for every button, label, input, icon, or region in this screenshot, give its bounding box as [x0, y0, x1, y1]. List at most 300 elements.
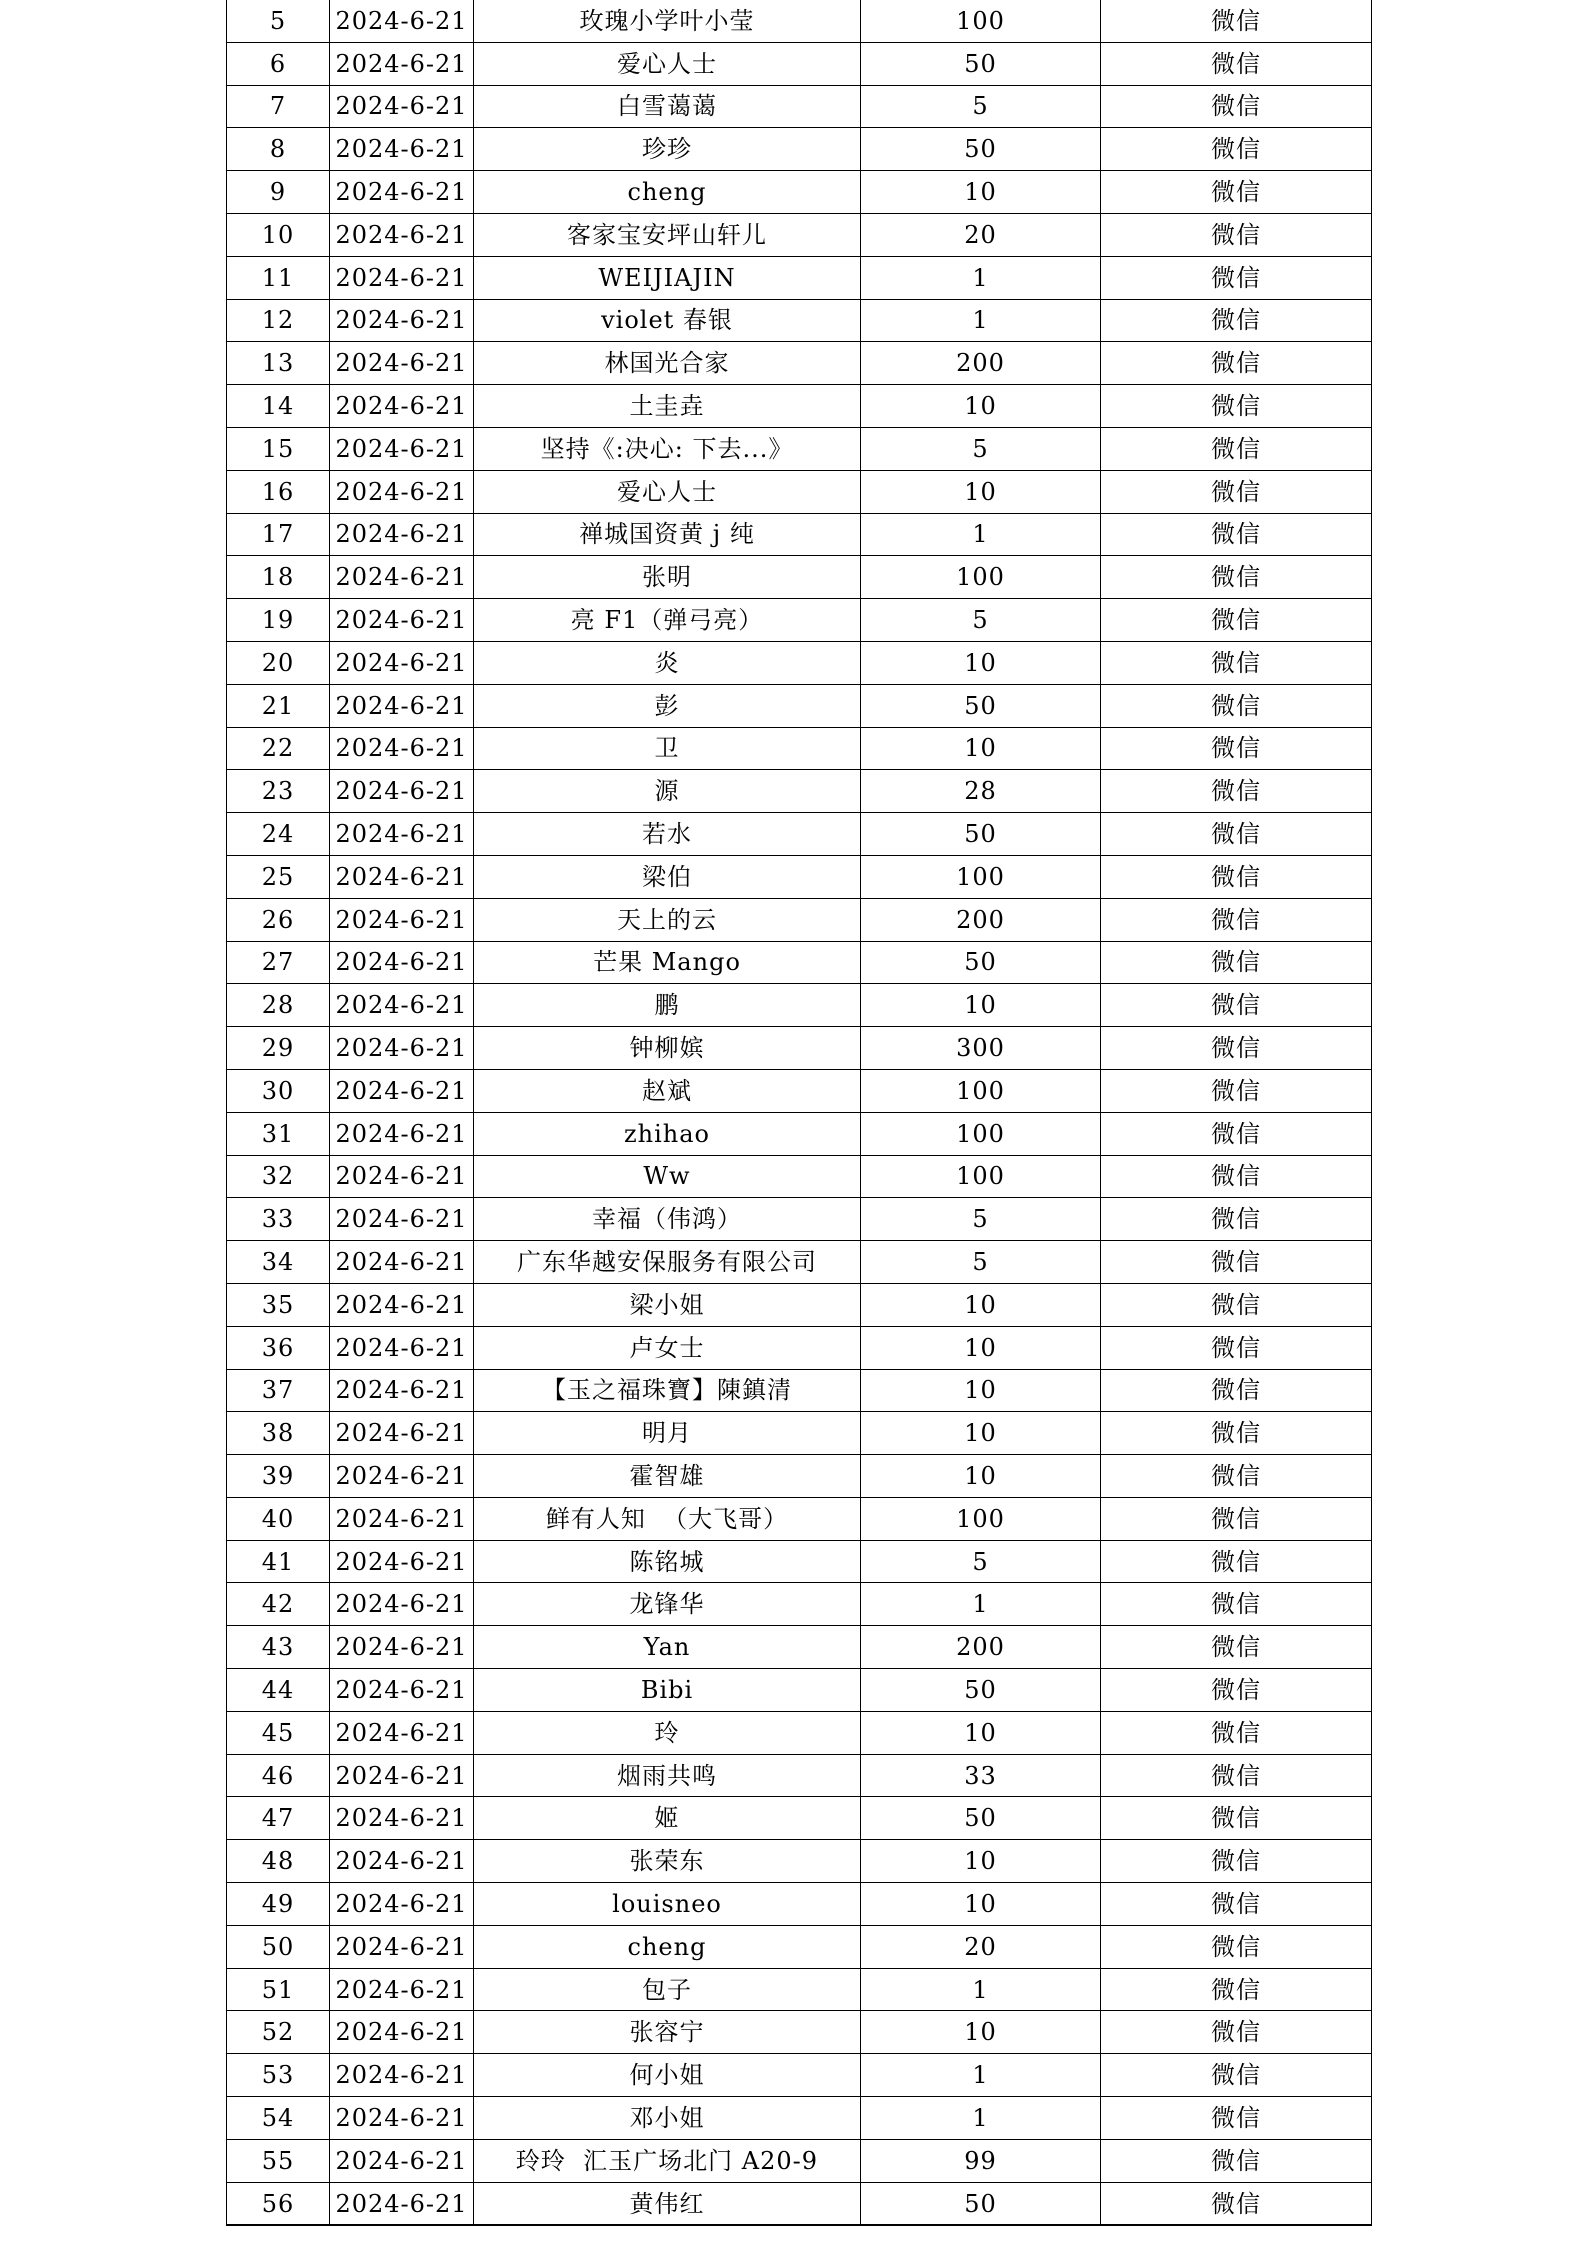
cell-payment-method: 微信 [1101, 1069, 1372, 1112]
cell-donor-name: 土圭垚 [474, 385, 861, 428]
cell-date: 2024-6-21 [330, 684, 474, 727]
cell-date: 2024-6-21 [330, 727, 474, 770]
table-row [227, 984, 1372, 1027]
cell-date: 2024-6-21 [330, 984, 474, 1027]
cell-date: 2024-6-21 [330, 1369, 474, 1412]
cell-date: 2024-6-21 [330, 1968, 474, 2011]
cell-date: 2024-6-21 [330, 1626, 474, 1669]
table-row [227, 256, 1372, 299]
cell-amount: 100 [861, 1112, 1101, 1155]
cell-date: 2024-6-21 [330, 513, 474, 556]
cell-payment-method: 微信 [1101, 1883, 1372, 1926]
cell-payment-method: 微信 [1101, 2054, 1372, 2097]
cell-serial-number: 11 [227, 256, 330, 299]
table-row [227, 1198, 1372, 1241]
cell-payment-method: 微信 [1101, 128, 1372, 171]
cell-payment-method: 微信 [1101, 42, 1372, 85]
cell-serial-number: 40 [227, 1497, 330, 1540]
cell-date: 2024-6-21 [330, 427, 474, 470]
cell-donor-name: 若水 [474, 813, 861, 856]
cell-date: 2024-6-21 [330, 1283, 474, 1326]
cell-amount: 10 [861, 2011, 1101, 2054]
cell-donor-name: 鲜有人知 （大飞哥） [474, 1497, 861, 1540]
cell-serial-number: 36 [227, 1326, 330, 1369]
cell-amount: 50 [861, 941, 1101, 984]
table-row [227, 1540, 1372, 1583]
cell-amount: 20 [861, 1925, 1101, 1968]
table-row [227, 941, 1372, 984]
cell-date: 2024-6-21 [330, 213, 474, 256]
cell-serial-number: 20 [227, 641, 330, 684]
cell-donor-name: 坚持《:决心: 下去...》 [474, 427, 861, 470]
cell-serial-number: 29 [227, 1027, 330, 1070]
cell-donor-name: 烟雨共鸣 [474, 1754, 861, 1797]
table-row [227, 684, 1372, 727]
cell-amount: 10 [861, 984, 1101, 1027]
cell-payment-method: 微信 [1101, 1326, 1372, 1369]
cell-amount: 100 [861, 0, 1101, 42]
cell-donor-name: 芒果 Mango [474, 941, 861, 984]
cell-amount: 1 [861, 2097, 1101, 2140]
cell-payment-method: 微信 [1101, 1198, 1372, 1241]
table-row [227, 813, 1372, 856]
table-row [227, 599, 1372, 642]
cell-donor-name: 玲玲 汇玉广场北门 A20-9 [474, 2139, 861, 2182]
cell-serial-number: 42 [227, 1583, 330, 1626]
cell-payment-method: 微信 [1101, 171, 1372, 214]
cell-date: 2024-6-21 [330, 1027, 474, 1070]
cell-serial-number: 52 [227, 2011, 330, 2054]
cell-serial-number: 18 [227, 556, 330, 599]
cell-amount: 10 [861, 171, 1101, 214]
cell-serial-number: 35 [227, 1283, 330, 1326]
cell-serial-number: 54 [227, 2097, 330, 2140]
cell-amount: 10 [861, 1883, 1101, 1926]
cell-payment-method: 微信 [1101, 1027, 1372, 1070]
cell-donor-name: Ww [474, 1155, 861, 1198]
cell-donor-name: 幸福（伟鸿） [474, 1198, 861, 1241]
cell-date: 2024-6-21 [330, 1412, 474, 1455]
cell-donor-name: louisneo [474, 1883, 861, 1926]
cell-serial-number: 45 [227, 1711, 330, 1754]
cell-date: 2024-6-21 [330, 85, 474, 128]
cell-serial-number: 9 [227, 171, 330, 214]
cell-date: 2024-6-21 [330, 1326, 474, 1369]
cell-amount: 200 [861, 342, 1101, 385]
cell-serial-number: 39 [227, 1455, 330, 1498]
cell-serial-number: 56 [227, 2182, 330, 2225]
table-row [227, 2182, 1372, 2225]
cell-amount: 1 [861, 1583, 1101, 1626]
cell-amount: 1 [861, 256, 1101, 299]
cell-donor-name: 张荣东 [474, 1840, 861, 1883]
table-row [227, 171, 1372, 214]
table-row [227, 1369, 1372, 1412]
table-row [227, 727, 1372, 770]
cell-payment-method: 微信 [1101, 427, 1372, 470]
cell-date: 2024-6-21 [330, 2097, 474, 2140]
cell-donor-name: 何小姐 [474, 2054, 861, 2097]
cell-date: 2024-6-21 [330, 1883, 474, 1926]
cell-payment-method: 微信 [1101, 1925, 1372, 1968]
cell-payment-method: 微信 [1101, 385, 1372, 428]
table-row [227, 1840, 1372, 1883]
cell-date: 2024-6-21 [330, 1455, 474, 1498]
table-row [227, 2011, 1372, 2054]
cell-serial-number: 32 [227, 1155, 330, 1198]
cell-amount: 10 [861, 1283, 1101, 1326]
cell-payment-method: 微信 [1101, 1241, 1372, 1284]
cell-payment-method: 微信 [1101, 470, 1372, 513]
donation-table [226, 0, 1372, 2226]
cell-donor-name: 姬 [474, 1797, 861, 1840]
cell-date: 2024-6-21 [330, 1840, 474, 1883]
cell-amount: 1 [861, 1968, 1101, 2011]
table-row [227, 1155, 1372, 1198]
cell-serial-number: 6 [227, 42, 330, 85]
cell-date: 2024-6-21 [330, 2182, 474, 2225]
cell-serial-number: 21 [227, 684, 330, 727]
cell-serial-number: 51 [227, 1968, 330, 2011]
table-row [227, 1112, 1372, 1155]
cell-serial-number: 14 [227, 385, 330, 428]
cell-amount: 10 [861, 1840, 1101, 1883]
cell-date: 2024-6-21 [330, 898, 474, 941]
cell-serial-number: 30 [227, 1069, 330, 1112]
table-row [227, 1283, 1372, 1326]
cell-donor-name: 珍珍 [474, 128, 861, 171]
cell-serial-number: 22 [227, 727, 330, 770]
cell-amount: 50 [861, 813, 1101, 856]
cell-serial-number: 47 [227, 1797, 330, 1840]
cell-payment-method: 微信 [1101, 898, 1372, 941]
cell-donor-name: 爱心人士 [474, 470, 861, 513]
cell-serial-number: 10 [227, 213, 330, 256]
cell-payment-method: 微信 [1101, 641, 1372, 684]
cell-payment-method: 微信 [1101, 684, 1372, 727]
cell-date: 2024-6-21 [330, 2011, 474, 2054]
table-row [227, 385, 1372, 428]
table-row [227, 2097, 1372, 2140]
cell-amount: 50 [861, 1797, 1101, 1840]
cell-serial-number: 46 [227, 1754, 330, 1797]
table-row [227, 85, 1372, 128]
table-row [227, 0, 1372, 42]
table-row [227, 770, 1372, 813]
cell-date: 2024-6-21 [330, 770, 474, 813]
cell-serial-number: 28 [227, 984, 330, 1027]
cell-payment-method: 微信 [1101, 556, 1372, 599]
cell-serial-number: 34 [227, 1241, 330, 1284]
cell-amount: 100 [861, 855, 1101, 898]
cell-payment-method: 微信 [1101, 727, 1372, 770]
cell-payment-method: 微信 [1101, 2139, 1372, 2182]
cell-payment-method: 微信 [1101, 0, 1372, 42]
cell-date: 2024-6-21 [330, 855, 474, 898]
cell-payment-method: 微信 [1101, 256, 1372, 299]
cell-amount: 20 [861, 213, 1101, 256]
cell-serial-number: 12 [227, 299, 330, 342]
table-row [227, 1497, 1372, 1540]
cell-payment-method: 微信 [1101, 1626, 1372, 1669]
cell-amount: 100 [861, 1155, 1101, 1198]
cell-payment-method: 微信 [1101, 1455, 1372, 1498]
cell-amount: 100 [861, 556, 1101, 599]
table-row [227, 1583, 1372, 1626]
cell-serial-number: 5 [227, 0, 330, 42]
cell-payment-method: 微信 [1101, 770, 1372, 813]
cell-date: 2024-6-21 [330, 1540, 474, 1583]
cell-serial-number: 17 [227, 513, 330, 556]
cell-date: 2024-6-21 [330, 299, 474, 342]
table-row [227, 1455, 1372, 1498]
cell-amount: 28 [861, 770, 1101, 813]
cell-donor-name: violet 春银 [474, 299, 861, 342]
cell-amount: 99 [861, 2139, 1101, 2182]
table-row [227, 1669, 1372, 1712]
cell-payment-method: 微信 [1101, 1840, 1372, 1883]
cell-amount: 5 [861, 1198, 1101, 1241]
cell-donor-name: 禅城国资黄 j 纯 [474, 513, 861, 556]
table-row [227, 2054, 1372, 2097]
cell-serial-number: 23 [227, 770, 330, 813]
table-row [227, 2139, 1372, 2182]
cell-amount: 5 [861, 427, 1101, 470]
cell-donor-name: 鹏 [474, 984, 861, 1027]
cell-payment-method: 微信 [1101, 2011, 1372, 2054]
cell-payment-method: 微信 [1101, 941, 1372, 984]
cell-date: 2024-6-21 [330, 0, 474, 42]
cell-payment-method: 微信 [1101, 342, 1372, 385]
cell-donor-name: 龙锋华 [474, 1583, 861, 1626]
cell-date: 2024-6-21 [330, 1069, 474, 1112]
cell-date: 2024-6-21 [330, 171, 474, 214]
cell-serial-number: 31 [227, 1112, 330, 1155]
cell-donor-name: Yan [474, 1626, 861, 1669]
cell-donor-name: 梁小姐 [474, 1283, 861, 1326]
cell-payment-method: 微信 [1101, 85, 1372, 128]
cell-donor-name: Bibi [474, 1669, 861, 1712]
cell-donor-name: zhihao [474, 1112, 861, 1155]
cell-amount: 5 [861, 1540, 1101, 1583]
table-row [227, 1797, 1372, 1840]
cell-amount: 50 [861, 128, 1101, 171]
cell-donor-name: 卫 [474, 727, 861, 770]
cell-payment-method: 微信 [1101, 1754, 1372, 1797]
cell-serial-number: 53 [227, 2054, 330, 2097]
cell-donor-name: 源 [474, 770, 861, 813]
cell-serial-number: 19 [227, 599, 330, 642]
cell-donor-name: 陈铭城 [474, 1540, 861, 1583]
cell-serial-number: 27 [227, 941, 330, 984]
cell-amount: 1 [861, 513, 1101, 556]
cell-serial-number: 44 [227, 1669, 330, 1712]
cell-payment-method: 微信 [1101, 855, 1372, 898]
cell-donor-name: 林国光合家 [474, 342, 861, 385]
cell-amount: 1 [861, 299, 1101, 342]
cell-serial-number: 24 [227, 813, 330, 856]
cell-serial-number: 38 [227, 1412, 330, 1455]
cell-payment-method: 微信 [1101, 1583, 1372, 1626]
cell-donor-name: 广东华越安保服务有限公司 [474, 1241, 861, 1284]
cell-date: 2024-6-21 [330, 2054, 474, 2097]
cell-amount: 10 [861, 1326, 1101, 1369]
table-body [227, 0, 1372, 2225]
cell-serial-number: 7 [227, 85, 330, 128]
cell-date: 2024-6-21 [330, 641, 474, 684]
table-row [227, 470, 1372, 513]
cell-donor-name: 天上的云 [474, 898, 861, 941]
cell-donor-name: 梁伯 [474, 855, 861, 898]
cell-date: 2024-6-21 [330, 470, 474, 513]
cell-amount: 5 [861, 599, 1101, 642]
cell-donor-name: 炎 [474, 641, 861, 684]
cell-payment-method: 微信 [1101, 1412, 1372, 1455]
cell-amount: 10 [861, 385, 1101, 428]
cell-payment-method: 微信 [1101, 1540, 1372, 1583]
cell-serial-number: 37 [227, 1369, 330, 1412]
table-row [227, 299, 1372, 342]
cell-payment-method: 微信 [1101, 1155, 1372, 1198]
cell-amount: 1 [861, 2054, 1101, 2097]
cell-amount: 10 [861, 470, 1101, 513]
cell-serial-number: 48 [227, 1840, 330, 1883]
cell-date: 2024-6-21 [330, 556, 474, 599]
table-row [227, 898, 1372, 941]
cell-amount: 50 [861, 1669, 1101, 1712]
cell-date: 2024-6-21 [330, 1925, 474, 1968]
cell-payment-method: 微信 [1101, 513, 1372, 556]
cell-amount: 200 [861, 898, 1101, 941]
cell-donor-name: 玲 [474, 1711, 861, 1754]
cell-donor-name: 玫瑰小学叶小莹 [474, 0, 861, 42]
cell-date: 2024-6-21 [330, 1497, 474, 1540]
cell-date: 2024-6-21 [330, 1711, 474, 1754]
table-row [227, 556, 1372, 599]
cell-payment-method: 微信 [1101, 1283, 1372, 1326]
cell-serial-number: 26 [227, 898, 330, 941]
cell-payment-method: 微信 [1101, 2182, 1372, 2225]
cell-donor-name: 【玉之福珠寶】陳鎮清 [474, 1369, 861, 1412]
cell-payment-method: 微信 [1101, 213, 1372, 256]
cell-date: 2024-6-21 [330, 128, 474, 171]
cell-payment-method: 微信 [1101, 2097, 1372, 2140]
table-row [227, 213, 1372, 256]
cell-serial-number: 43 [227, 1626, 330, 1669]
cell-donor-name: 赵斌 [474, 1069, 861, 1112]
cell-serial-number: 33 [227, 1198, 330, 1241]
table-row [227, 1241, 1372, 1284]
cell-date: 2024-6-21 [330, 1155, 474, 1198]
cell-payment-method: 微信 [1101, 1669, 1372, 1712]
cell-amount: 10 [861, 1369, 1101, 1412]
table-row [227, 128, 1372, 171]
table-row [227, 427, 1372, 470]
cell-payment-method: 微信 [1101, 1797, 1372, 1840]
table-row [227, 855, 1372, 898]
cell-date: 2024-6-21 [330, 1669, 474, 1712]
cell-date: 2024-6-21 [330, 1241, 474, 1284]
cell-date: 2024-6-21 [330, 1797, 474, 1840]
table-row [227, 42, 1372, 85]
cell-date: 2024-6-21 [330, 599, 474, 642]
cell-donor-name: 卢女士 [474, 1326, 861, 1369]
cell-donor-name: 亮 F1（弹弓亮） [474, 599, 861, 642]
cell-serial-number: 25 [227, 855, 330, 898]
cell-amount: 10 [861, 727, 1101, 770]
cell-donor-name: 白雪蔼蔼 [474, 85, 861, 128]
cell-donor-name: 彭 [474, 684, 861, 727]
cell-donor-name: 张明 [474, 556, 861, 599]
table-row [227, 1069, 1372, 1112]
cell-amount: 50 [861, 42, 1101, 85]
cell-donor-name: 霍智雄 [474, 1455, 861, 1498]
cell-serial-number: 13 [227, 342, 330, 385]
cell-donor-name: 包子 [474, 1968, 861, 2011]
cell-payment-method: 微信 [1101, 299, 1372, 342]
cell-donor-name: 爱心人士 [474, 42, 861, 85]
cell-payment-method: 微信 [1101, 1968, 1372, 2011]
cell-amount: 50 [861, 684, 1101, 727]
cell-date: 2024-6-21 [330, 1583, 474, 1626]
cell-payment-method: 微信 [1101, 1369, 1372, 1412]
cell-donor-name: cheng [474, 171, 861, 214]
cell-payment-method: 微信 [1101, 1497, 1372, 1540]
table-row [227, 1711, 1372, 1754]
table-row [227, 1027, 1372, 1070]
table-row [227, 1754, 1372, 1797]
cell-serial-number: 16 [227, 470, 330, 513]
cell-date: 2024-6-21 [330, 1112, 474, 1155]
cell-amount: 10 [861, 1711, 1101, 1754]
cell-date: 2024-6-21 [330, 813, 474, 856]
cell-date: 2024-6-21 [330, 385, 474, 428]
cell-donor-name: WEIJIAJIN [474, 256, 861, 299]
cell-amount: 50 [861, 2182, 1101, 2225]
table-row [227, 1883, 1372, 1926]
cell-donor-name: 黄伟红 [474, 2182, 861, 2225]
cell-serial-number: 8 [227, 128, 330, 171]
cell-amount: 10 [861, 1455, 1101, 1498]
cell-donor-name: 张容宁 [474, 2011, 861, 2054]
cell-amount: 300 [861, 1027, 1101, 1070]
cell-serial-number: 55 [227, 2139, 330, 2182]
cell-serial-number: 50 [227, 1925, 330, 1968]
cell-date: 2024-6-21 [330, 342, 474, 385]
cell-date: 2024-6-21 [330, 42, 474, 85]
cell-payment-method: 微信 [1101, 984, 1372, 1027]
table-row [227, 1326, 1372, 1369]
table-row [227, 513, 1372, 556]
cell-donor-name: 邓小姐 [474, 2097, 861, 2140]
cell-donor-name: cheng [474, 1925, 861, 1968]
cell-payment-method: 微信 [1101, 599, 1372, 642]
cell-serial-number: 15 [227, 427, 330, 470]
cell-amount: 10 [861, 1412, 1101, 1455]
cell-date: 2024-6-21 [330, 2139, 474, 2182]
cell-date: 2024-6-21 [330, 1754, 474, 1797]
cell-amount: 5 [861, 85, 1101, 128]
table-row [227, 1626, 1372, 1669]
cell-donor-name: 明月 [474, 1412, 861, 1455]
table-row [227, 1925, 1372, 1968]
cell-date: 2024-6-21 [330, 1198, 474, 1241]
cell-date: 2024-6-21 [330, 941, 474, 984]
cell-amount: 100 [861, 1069, 1101, 1112]
table-row [227, 1412, 1372, 1455]
table-row [227, 1968, 1372, 2011]
cell-payment-method: 微信 [1101, 1112, 1372, 1155]
